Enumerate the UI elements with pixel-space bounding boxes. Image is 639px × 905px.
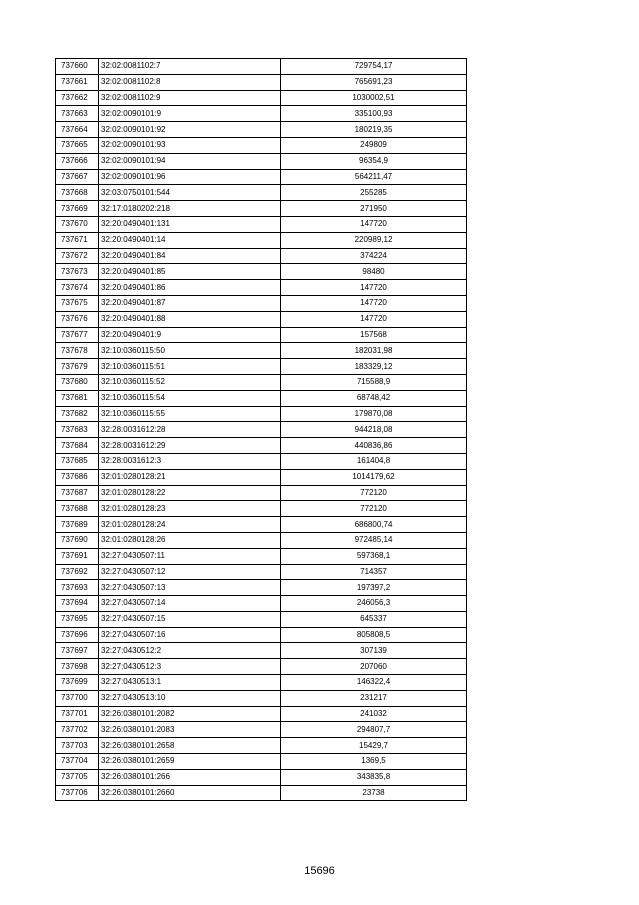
value-cell: 729754,17 xyxy=(281,59,467,75)
table-row xyxy=(56,90,467,106)
table-row xyxy=(56,738,467,754)
cadastral-number-cell: 32:27:0430507:13 xyxy=(99,580,281,596)
cadastral-number-cell: 32:01:0280128:23 xyxy=(99,501,281,517)
table-row xyxy=(56,532,467,548)
table-row xyxy=(56,596,467,612)
table-row xyxy=(56,675,467,691)
cadastral-number-cell: 32:20:0490401:9 xyxy=(99,327,281,343)
table-row xyxy=(56,295,467,311)
row-number-cell: 737661 xyxy=(56,74,99,90)
table-row xyxy=(56,422,467,438)
table-row xyxy=(56,548,467,564)
value-cell: 96354,9 xyxy=(281,153,467,169)
table-row xyxy=(56,438,467,454)
table-row xyxy=(56,216,467,232)
cadastral-number-cell: 32:01:0280128:24 xyxy=(99,517,281,533)
row-number-cell: 737680 xyxy=(56,374,99,390)
value-cell: 645337 xyxy=(281,611,467,627)
table-row xyxy=(56,280,467,296)
row-number-cell: 737702 xyxy=(56,722,99,738)
row-number-cell: 737676 xyxy=(56,311,99,327)
row-number-cell: 737668 xyxy=(56,185,99,201)
cadastral-number-cell: 32:28:0031612:28 xyxy=(99,422,281,438)
cadastral-number-cell: 32:27:0430512:3 xyxy=(99,659,281,675)
table-row xyxy=(56,469,467,485)
cadastral-number-cell: 32:28:0031612:29 xyxy=(99,438,281,454)
row-number-cell: 737667 xyxy=(56,169,99,185)
table-row xyxy=(56,722,467,738)
cadastral-number-cell: 32:02:0090101:92 xyxy=(99,122,281,138)
table-row xyxy=(56,580,467,596)
value-cell: 23738 xyxy=(281,785,467,801)
value-cell: 183329,12 xyxy=(281,359,467,375)
table-row xyxy=(56,106,467,122)
row-number-cell: 737701 xyxy=(56,706,99,722)
row-number-cell: 737665 xyxy=(56,137,99,153)
value-cell: 15429,7 xyxy=(281,738,467,754)
cadastral-number-cell: 32:01:0280128:21 xyxy=(99,469,281,485)
value-cell: 146322,4 xyxy=(281,675,467,691)
cadastral-number-cell: 32:27:0430507:12 xyxy=(99,564,281,580)
row-number-cell: 737692 xyxy=(56,564,99,580)
cadastral-number-cell: 32:02:0081102:9 xyxy=(99,90,281,106)
value-cell: 1369,5 xyxy=(281,754,467,770)
cadastral-number-cell: 32:26:0380101:266 xyxy=(99,769,281,785)
table-row xyxy=(56,201,467,217)
row-number-cell: 737704 xyxy=(56,754,99,770)
value-cell: 157568 xyxy=(281,327,467,343)
table-row xyxy=(56,59,467,75)
cadastral-number-cell: 32:10:0360115:50 xyxy=(99,343,281,359)
row-number-cell: 737684 xyxy=(56,438,99,454)
table-row xyxy=(56,248,467,264)
cadastral-number-cell: 32:20:0490401:87 xyxy=(99,295,281,311)
value-cell: 564211,47 xyxy=(281,169,467,185)
row-number-cell: 737671 xyxy=(56,232,99,248)
value-cell: 714357 xyxy=(281,564,467,580)
table-row xyxy=(56,690,467,706)
row-number-cell: 737699 xyxy=(56,675,99,691)
row-number-cell: 737663 xyxy=(56,106,99,122)
table-row xyxy=(56,359,467,375)
table-row xyxy=(56,627,467,643)
value-cell: 255285 xyxy=(281,185,467,201)
row-number-cell: 737688 xyxy=(56,501,99,517)
value-cell: 1014179,62 xyxy=(281,469,467,485)
cadastral-number-cell: 32:27:0430513:10 xyxy=(99,690,281,706)
value-cell: 772120 xyxy=(281,501,467,517)
value-cell: 68748,42 xyxy=(281,390,467,406)
row-number-cell: 737683 xyxy=(56,422,99,438)
table-row xyxy=(56,185,467,201)
value-cell: 307139 xyxy=(281,643,467,659)
table-row xyxy=(56,406,467,422)
row-number-cell: 737694 xyxy=(56,596,99,612)
table-row xyxy=(56,453,467,469)
cadastral-number-cell: 32:20:0490401:131 xyxy=(99,216,281,232)
table-row xyxy=(56,564,467,580)
table-row xyxy=(56,643,467,659)
value-cell: 147720 xyxy=(281,216,467,232)
cadastral-number-cell: 32:20:0490401:14 xyxy=(99,232,281,248)
value-cell: 772120 xyxy=(281,485,467,501)
table-row xyxy=(56,501,467,517)
cadastral-number-cell: 32:17:0180202:218 xyxy=(99,201,281,217)
cadastral-number-cell: 32:20:0490401:84 xyxy=(99,248,281,264)
table-row xyxy=(56,232,467,248)
cadastral-number-cell: 32:27:0430512:2 xyxy=(99,643,281,659)
row-number-cell: 737706 xyxy=(56,785,99,801)
row-number-cell: 737669 xyxy=(56,201,99,217)
value-cell: 343835,8 xyxy=(281,769,467,785)
value-cell: 207060 xyxy=(281,659,467,675)
row-number-cell: 737677 xyxy=(56,327,99,343)
value-cell: 597368,1 xyxy=(281,548,467,564)
row-number-cell: 737700 xyxy=(56,690,99,706)
row-number-cell: 737666 xyxy=(56,153,99,169)
value-cell: 161404,8 xyxy=(281,453,467,469)
cadastral-number-cell: 32:03:0750101:544 xyxy=(99,185,281,201)
cadastral-number-cell: 32:20:0490401:88 xyxy=(99,311,281,327)
cadastral-number-cell: 32:01:0280128:22 xyxy=(99,485,281,501)
value-cell: 147720 xyxy=(281,295,467,311)
value-cell: 294807,7 xyxy=(281,722,467,738)
table-row xyxy=(56,153,467,169)
value-cell: 147720 xyxy=(281,311,467,327)
value-cell: 197397,2 xyxy=(281,580,467,596)
value-cell: 241032 xyxy=(281,706,467,722)
table-row xyxy=(56,754,467,770)
value-cell: 220989,12 xyxy=(281,232,467,248)
row-number-cell: 737662 xyxy=(56,90,99,106)
row-number-cell: 737660 xyxy=(56,59,99,75)
value-cell: 98480 xyxy=(281,264,467,280)
row-number-cell: 737689 xyxy=(56,517,99,533)
cadastral-number-cell: 32:26:0380101:2083 xyxy=(99,722,281,738)
value-cell: 335100,93 xyxy=(281,106,467,122)
value-cell: 944218,08 xyxy=(281,422,467,438)
page-number: 15696 xyxy=(304,865,335,877)
row-number-cell: 737672 xyxy=(56,248,99,264)
value-cell: 374224 xyxy=(281,248,467,264)
table-row xyxy=(56,390,467,406)
value-cell: 1030002,51 xyxy=(281,90,467,106)
table-row xyxy=(56,485,467,501)
row-number-cell: 737698 xyxy=(56,659,99,675)
cadastral-number-cell: 32:27:0430507:14 xyxy=(99,596,281,612)
table-row xyxy=(56,785,467,801)
table-row xyxy=(56,706,467,722)
table-row xyxy=(56,74,467,90)
table-row xyxy=(56,769,467,785)
value-cell: 179870,08 xyxy=(281,406,467,422)
cadastral-number-cell: 32:10:0360115:52 xyxy=(99,374,281,390)
row-number-cell: 737693 xyxy=(56,580,99,596)
row-number-cell: 737695 xyxy=(56,611,99,627)
table-row xyxy=(56,311,467,327)
row-number-cell: 737696 xyxy=(56,627,99,643)
table-row xyxy=(56,169,467,185)
row-number-cell: 737691 xyxy=(56,548,99,564)
table-row xyxy=(56,137,467,153)
value-cell: 972485,14 xyxy=(281,532,467,548)
cadastral-number-cell: 32:10:0360115:55 xyxy=(99,406,281,422)
value-cell: 231217 xyxy=(281,690,467,706)
cadastral-value-table xyxy=(55,58,467,801)
cadastral-number-cell: 32:26:0380101:2660 xyxy=(99,785,281,801)
value-cell: 246056,3 xyxy=(281,596,467,612)
value-cell: 686800,74 xyxy=(281,517,467,533)
row-number-cell: 737703 xyxy=(56,738,99,754)
row-number-cell: 737697 xyxy=(56,643,99,659)
cadastral-number-cell: 32:20:0490401:85 xyxy=(99,264,281,280)
row-number-cell: 737675 xyxy=(56,295,99,311)
cadastral-number-cell: 32:27:0430507:15 xyxy=(99,611,281,627)
cadastral-number-cell: 32:27:0430513:1 xyxy=(99,675,281,691)
cadastral-number-cell: 32:26:0380101:2658 xyxy=(99,738,281,754)
value-cell: 271950 xyxy=(281,201,467,217)
cadastral-number-cell: 32:02:0090101:94 xyxy=(99,153,281,169)
row-number-cell: 737679 xyxy=(56,359,99,375)
cadastral-number-cell: 32:27:0430507:16 xyxy=(99,627,281,643)
cadastral-number-cell: 32:02:0090101:96 xyxy=(99,169,281,185)
table-row xyxy=(56,611,467,627)
value-cell: 180219,35 xyxy=(281,122,467,138)
value-cell: 765691,23 xyxy=(281,74,467,90)
value-cell: 805808,5 xyxy=(281,627,467,643)
row-number-cell: 737678 xyxy=(56,343,99,359)
table-row xyxy=(56,343,467,359)
value-cell: 249809 xyxy=(281,137,467,153)
table-row xyxy=(56,264,467,280)
row-number-cell: 737664 xyxy=(56,122,99,138)
row-number-cell: 737690 xyxy=(56,532,99,548)
row-number-cell: 737674 xyxy=(56,280,99,296)
cadastral-number-cell: 32:02:0090101:9 xyxy=(99,106,281,122)
table-row xyxy=(56,517,467,533)
row-number-cell: 737670 xyxy=(56,216,99,232)
row-number-cell: 737687 xyxy=(56,485,99,501)
row-number-cell: 737673 xyxy=(56,264,99,280)
cadastral-number-cell: 32:02:0090101:93 xyxy=(99,137,281,153)
table-row xyxy=(56,374,467,390)
table-row xyxy=(56,122,467,138)
value-cell: 182031,98 xyxy=(281,343,467,359)
value-cell: 715588,9 xyxy=(281,374,467,390)
row-number-cell: 737685 xyxy=(56,453,99,469)
cadastral-number-cell: 32:10:0360115:54 xyxy=(99,390,281,406)
row-number-cell: 737681 xyxy=(56,390,99,406)
row-number-cell: 737686 xyxy=(56,469,99,485)
cadastral-number-cell: 32:01:0280128:26 xyxy=(99,532,281,548)
row-number-cell: 737705 xyxy=(56,769,99,785)
row-number-cell: 737682 xyxy=(56,406,99,422)
table-row xyxy=(56,327,467,343)
cadastral-number-cell: 32:10:0360115:51 xyxy=(99,359,281,375)
table-row xyxy=(56,659,467,675)
cadastral-number-cell: 32:02:0081102:8 xyxy=(99,74,281,90)
cadastral-number-cell: 32:26:0380101:2659 xyxy=(99,754,281,770)
cadastral-number-cell: 32:02:0081102:7 xyxy=(99,59,281,75)
cadastral-number-cell: 32:26:0380101:2082 xyxy=(99,706,281,722)
value-cell: 440836,86 xyxy=(281,438,467,454)
cadastral-number-cell: 32:28:0031612:3 xyxy=(99,453,281,469)
value-cell: 147720 xyxy=(281,280,467,296)
cadastral-number-cell: 32:20:0490401:86 xyxy=(99,280,281,296)
table-body xyxy=(56,59,467,801)
cadastral-number-cell: 32:27:0430507:11 xyxy=(99,548,281,564)
